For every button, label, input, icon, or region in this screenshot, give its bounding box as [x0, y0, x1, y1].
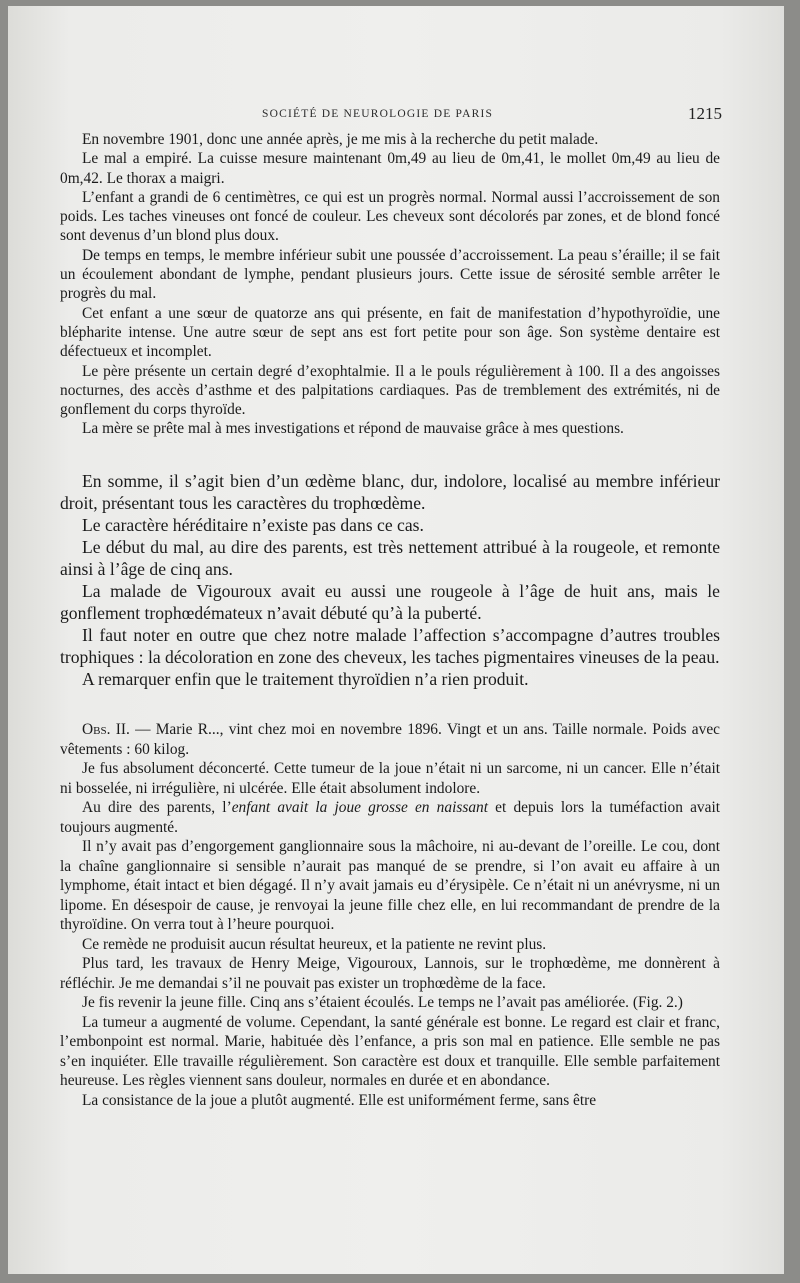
book-page — [8, 6, 784, 1274]
paragraph: Le caractère héréditaire n’existe pas dans ce cas. — [82, 515, 424, 535]
paragraph: Cet enfant a une sœur de quatorze ans qui présente, en fait de manifestation d’hypothyroïdie, une blépharite intense. Une autre sœur de sept ans est fort petite pour son âge. Son système dentaire est défectueux et incomplet. — [60, 304, 720, 361]
page-header — [88, 104, 722, 124]
paragraph: L’enfant a grandi de 6 centimètres, ce qui est un progrès normal. Normal aussi l’accroissement de son poids. Les taches vineuses ont foncé de couleur. Les cheveux sont décolorés par zones, et de blond foncé sont devenus d’un blond plus doux. — [60, 188, 720, 245]
summary-section — [60, 470, 720, 690]
page-number: 1215 — [688, 104, 722, 123]
paragraph: La mère se prête mal à mes investigations et répond de mauvaise grâce à mes questions. — [82, 420, 624, 438]
paragraph: A remarquer enfin que le traitement thyroïdien n’a rien produit. — [82, 669, 529, 689]
paragraph: Ce remède ne produisit aucun résultat heureux, et la patiente ne revint plus. — [82, 935, 547, 953]
paragraph: Je fis revenir la jeune fille. Cinq ans s’étaient écoulés. Le temps ne l’avait pas améliorée. (Fig. 2.) — [82, 994, 683, 1011]
paragraph: La consistance de la joue a plutôt augmenté. Elle est uniformément ferme, sans être — [82, 1091, 597, 1109]
text-run: et depuis lors la tuméfaction avait toujours augmenté. — [60, 799, 721, 836]
text-run: Au dire des parents, l’ — [82, 799, 232, 816]
paragraph: En novembre 1901, donc une année après, je me mis à la recherche du petit malade. — [82, 131, 599, 148]
paragraph: Il n’y avait pas d’engorgement ganglionnaire sous la mâchoire, ni au-devant de l’oreille. Le cou, dont la chaîne ganglionnaire si sensible n’aurait pas manqué de se prendre, si l’on avait eu affaire à un lymphome, était intact et bien dégagé. Il n’y avait jamais eu d’érysipèle. Ce n’était ni un anévrysme, ni un lipome. En désespoir de cause, je renvoyai la jeune fille chez elle, en lui recommandant de prendre de la thyroïdine. On verra tout à l’heure pourquoi. — [60, 838, 720, 933]
observation-two — [60, 720, 720, 1110]
paragraph-with-quote — [60, 798, 720, 837]
observation-intro: — Marie R..., vint chez moi en novembre 1896. Vingt et un ans. Taille normale. Poids avec vêtements : 60 kilog. — [60, 721, 720, 758]
paragraph: La tumeur a augmenté de volume. Cependant, la santé générale est bonne. Le regard est clair et franc, l’embonpoint est normal. Marie, habituée dès l’enfance, a pris son mal en patience. Elle semble ne pas s’en inquiéter. Elle travaille régulièrement. Son caractère est doux et tranquille. Elle semble parfaitement heureuse. Les règles viennent sans douleur, normales en durée et en abondance. — [60, 1013, 720, 1089]
paragraph: Le père présente un certain degré d’exophtalmie. Il a le pouls régulièrement à 100. Il a des angoisses nocturnes, des accès d’asthme et des palpitations cardiaques. Pas de tremblement des extrémités, ni de gonflement du corps thyroïde. — [60, 362, 720, 419]
paragraph: De temps en temps, le membre inférieur subit une poussée d’accroissement. La peau s’éraille; il se fait un écoulement abondant de lymphe, pendant plusieurs jours. Cette issue de sérosité semble arrêter le progrès du mal. — [60, 246, 720, 303]
paragraph: Le mal a empiré. La cuisse mesure maintenant 0m,49 au lieu de 0m,41, le mollet 0m,49 au lieu de 0m,42. Le thorax a maigri. — [60, 150, 720, 187]
paragraph: Je fus absolument déconcerté. Cette tumeur de la joue n’était ni un sarcome, ni un cancer. Elle n’était ni bosselée, ni irrégulière, ni ulcérée. Elle était absolument indolore. — [60, 760, 720, 797]
paragraph: Il faut noter en outre que chez notre malade l’affection s’accompagne d’autres troubles trophiques : la décoloration en zone des cheveux, les taches pigmentaires vineuses de la peau. — [60, 625, 720, 667]
paragraph: En somme, il s’agit bien d’un œdème blanc, dur, indolore, localisé au membre inférieur droit, présentant tous les caractères du trophœdème. — [60, 471, 720, 513]
observation-label: Obs. II. — [82, 721, 130, 738]
case-one-followup — [60, 130, 720, 439]
observation-heading — [60, 720, 720, 759]
paragraph: Le début du mal, au dire des parents, est très nettement attribué à la rougeole, et remonte ainsi à l’âge de cinq ans. — [60, 537, 720, 579]
italic-quote: enfant avait la joue grosse en naissant — [231, 799, 488, 816]
running-head: SOCIÉTÉ DE NEUROLOGIE DE PARIS — [262, 108, 494, 120]
paragraph: La malade de Vigouroux avait eu aussi une rougeole à l’âge de huit ans, mais le gonflement trophœdémateux n’avait débuté qu’à la puberté. — [60, 581, 720, 623]
paragraph: Plus tard, les travaux de Henry Meige, Vigouroux, Lannois, sur le trophœdème, me donnèrent à réfléchir. Je me demandai s’il ne pouvait pas exister un trophœdème de la face. — [60, 955, 720, 992]
